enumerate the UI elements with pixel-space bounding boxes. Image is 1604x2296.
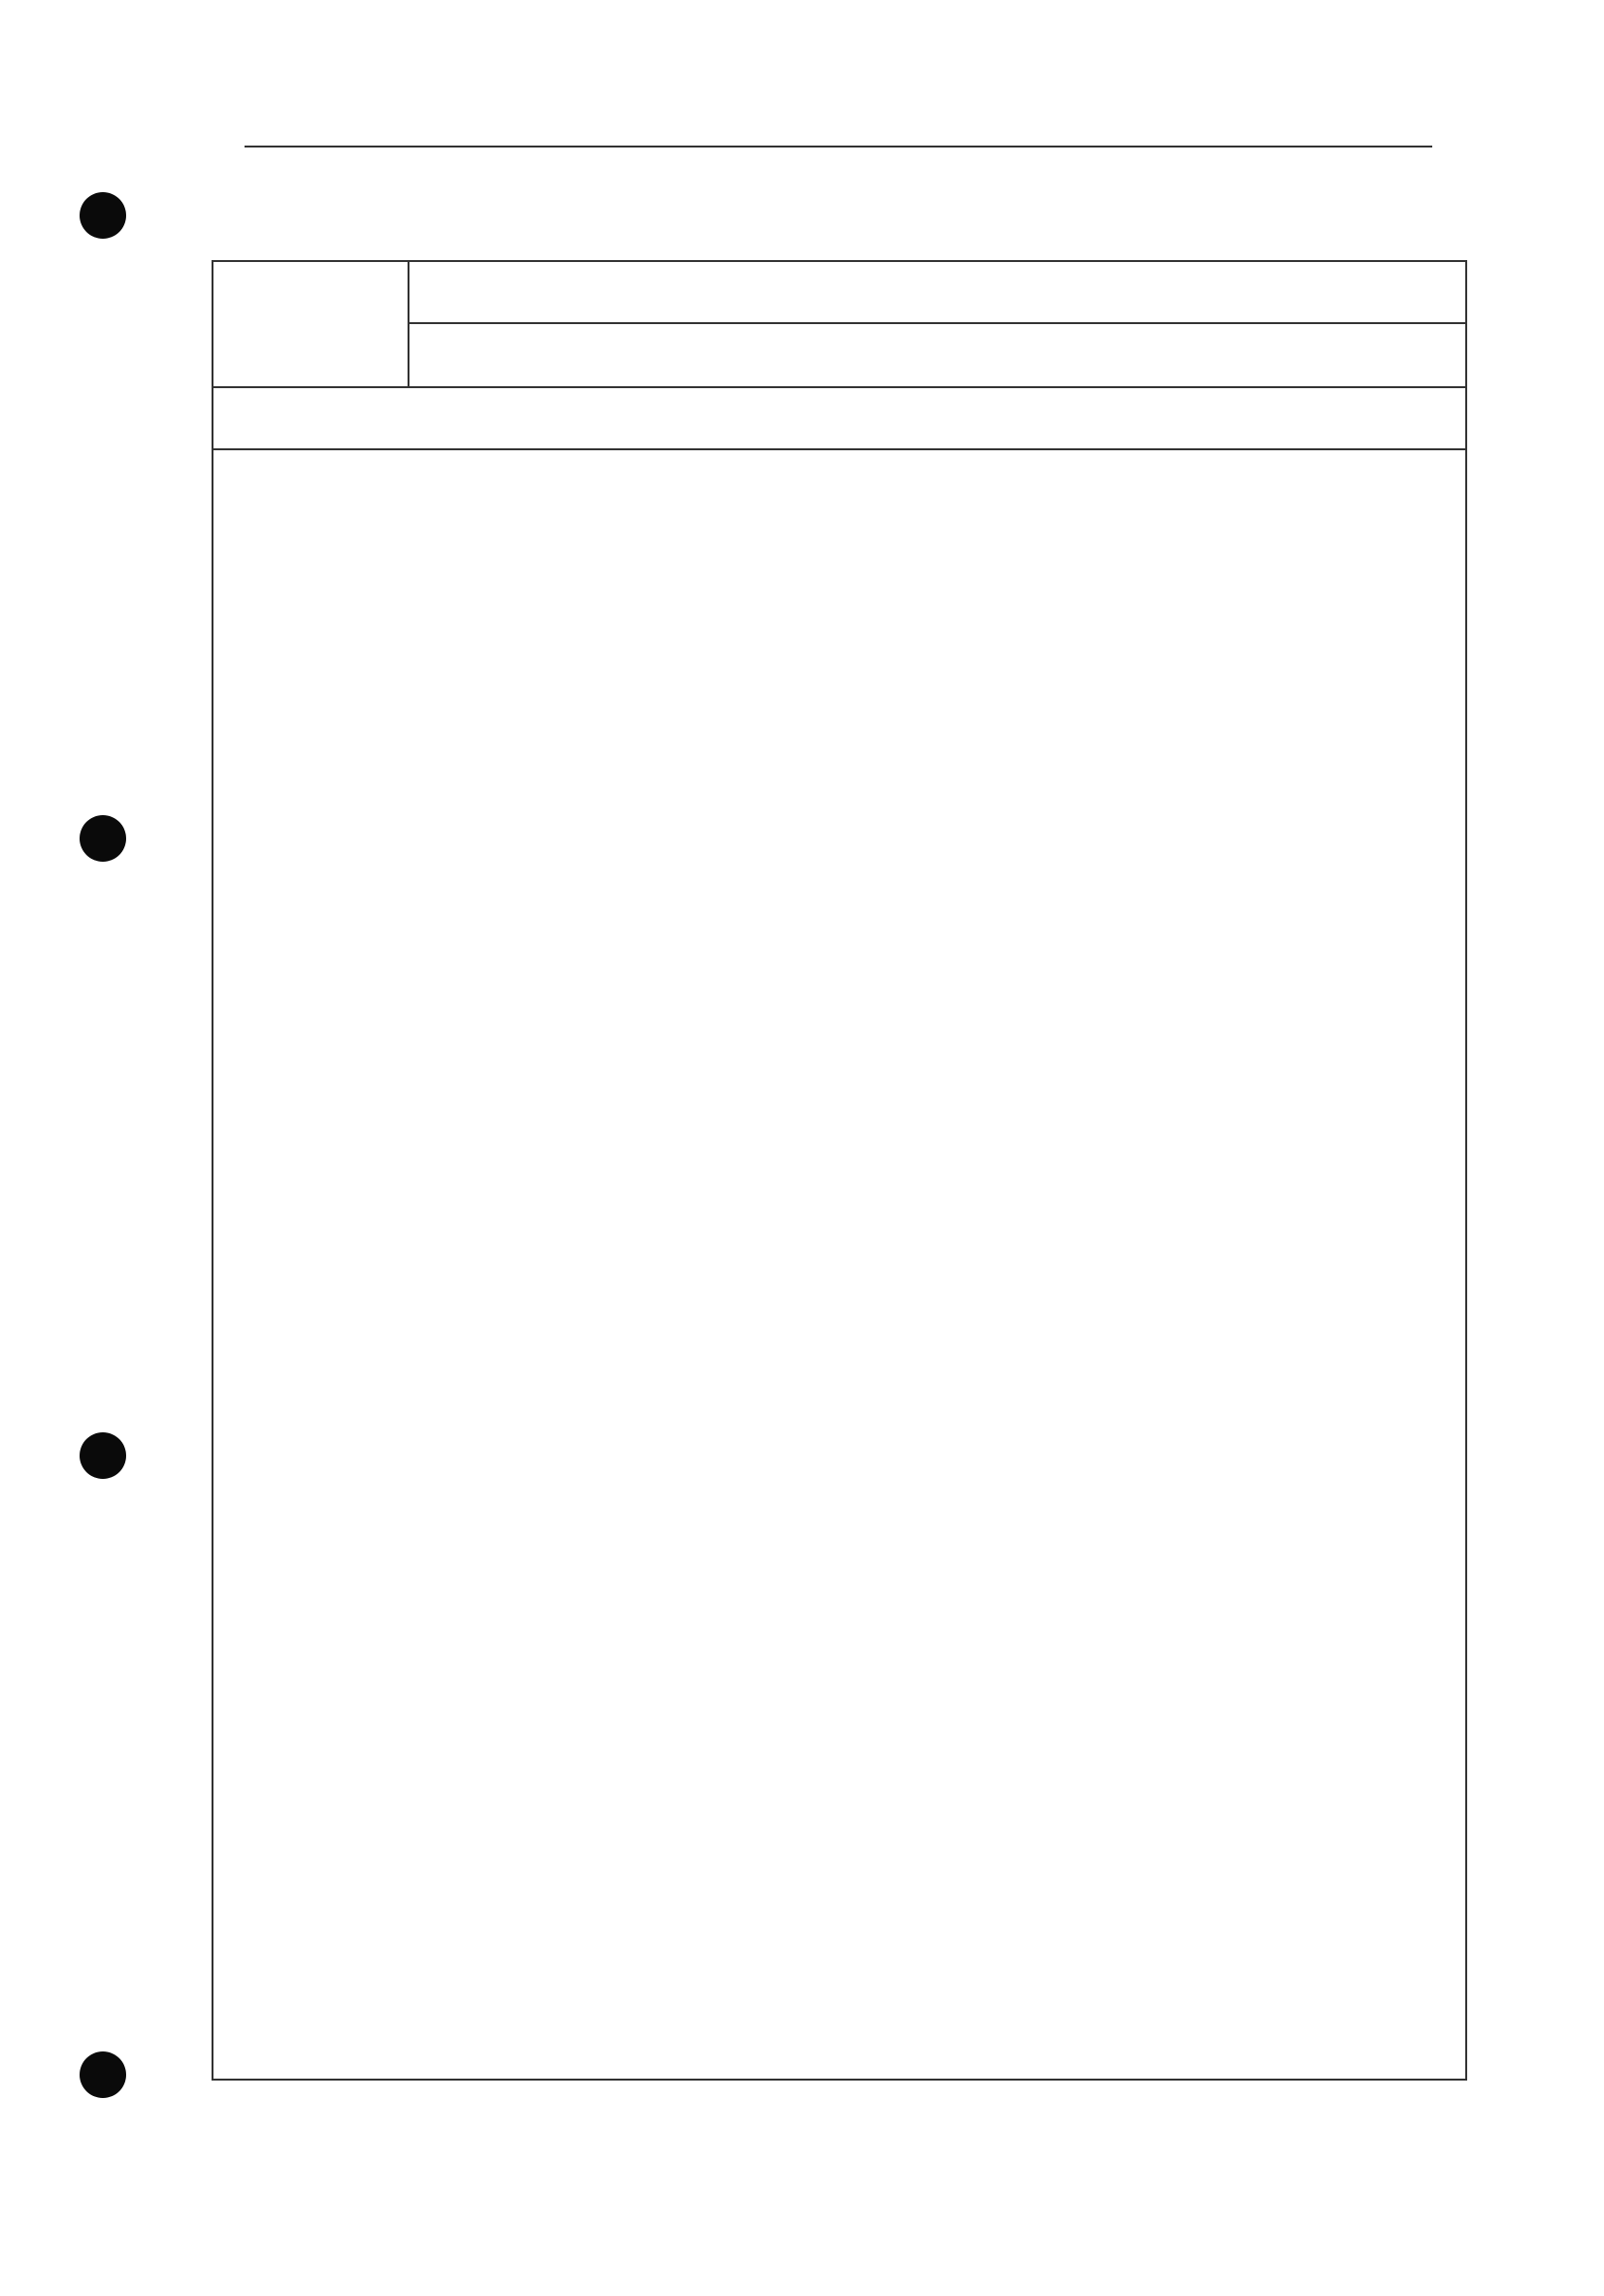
basis-commission (408, 322, 1465, 386)
inspection-table (212, 260, 1467, 2081)
punch-hole (80, 815, 126, 862)
punch-hole (80, 192, 126, 239)
page-header (245, 105, 1432, 148)
punch-hole (80, 1432, 126, 1479)
basis-standard (408, 262, 1465, 322)
basis-label (213, 262, 408, 386)
punch-hole (80, 2051, 126, 2098)
